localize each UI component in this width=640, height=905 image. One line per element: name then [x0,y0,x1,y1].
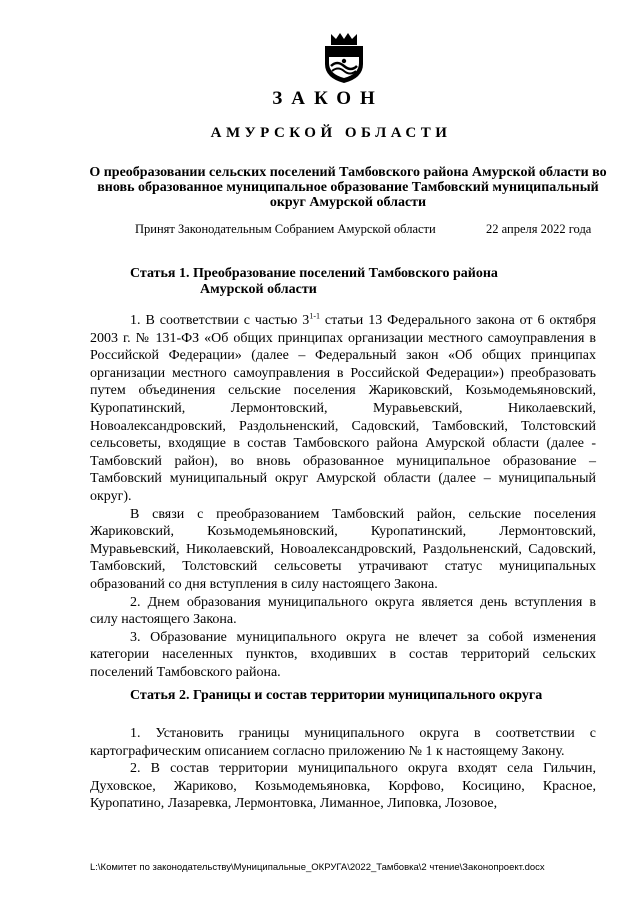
article1-body [90,312,596,681]
p1-text-before: 1. В соответствии с частью 3 [130,313,310,328]
article1-heading-line2: Амурской области [200,282,317,297]
article1-heading [130,266,498,298]
amur-region-emblem-icon [322,30,366,84]
article1-paragraph-4: 3. Образование муниципального округа не влечет за собой изменения категории населенных пунктов, входивших в состав территорий сельских поселений Тамбовского района. [90,629,596,680]
article2-paragraph-2: 2. В состав территории муниципального округа входят села Гильчин, Духовское, Жариково, Козьмодемьяновка, Корфово, Косицино, Красное, Куропатино, Лазаревка, Лермонтовка, Лиманное, Липовка, Лозовое, [90,761,596,812]
article1-paragraph-1 [90,312,596,506]
p1-text-after: статьи 13 Федерального закона от 6 октября 2003 г. № 131-ФЗ «Об общих принципах организации местного самоуправления в Российской Федерации» (далее – Федеральный закон «Об общих принципах организации местного самоуправления в Российской Федерации») преобразовать путем объединения сельские поселения Жариковский, Козьмодемьяновский, Куропатинский, Лермонтовский, Муравьевский, Николаевский, Новоалександровский, Раздольненский, Садовский, Тамбовский, Толстовский сельсоветы, входящие в состав Тамбовского района Амурской области (далее - Тамбовский район), во вновь образованное муниципальное образование – Тамбовский муниципальный округ Амурской области (далее – муниципальный округ). [90,313,596,504]
article1-paragraph-2: В связи с преобразованием Тамбовский район, сельские поселения Жариковский, Козьмодемьяновский, Куропатинский, Лермонтовский, Муравьевский, Николаевский, Новоалександровский, Раздольненский, Садовский, Тамбовский, Толстовский сельсоветы утрачивают статус муниципальных образований со дня вступления в силу настоящего Закона. [90,506,596,592]
article2-body [90,725,596,813]
adopted-by-line: Принят Законодательным Собранием Амурской области [135,222,436,236]
p1-superscript: 1-1 [309,311,320,321]
region-heading: АМУРСКОЙ ОБЛАСТИ [210,125,452,141]
article2-heading: Статья 2. Границы и состав территории муниципального округа [130,688,543,703]
article2-paragraph-1: 1. Установить границы муниципального округа в соответствии с картографическим описанием согласно приложению № 1 к настоящему Закону. [90,726,596,759]
article1-paragraph-3: 2. Днем образования муниципального округа является день вступления в силу настоящего Закона. [90,594,596,628]
adopted-date: 22 апреля 2022 года [486,222,592,236]
footer-file-path: L:\Комитет по законодательству\Муниципальные_ОКРУГА\2022_Тамбовка\2 чтение\Законопроект.docx [90,862,545,873]
article1-heading-line1: Статья 1. Преобразование поселений Тамбовского района [130,266,498,281]
law-word-heading: ЗАКОН [272,88,384,109]
law-title: О преобразовании сельских поселений Тамбовского района Амурской области во вновь образованное муниципальное образование Тамбовский муниципальный округ Амурской области [89,165,607,210]
